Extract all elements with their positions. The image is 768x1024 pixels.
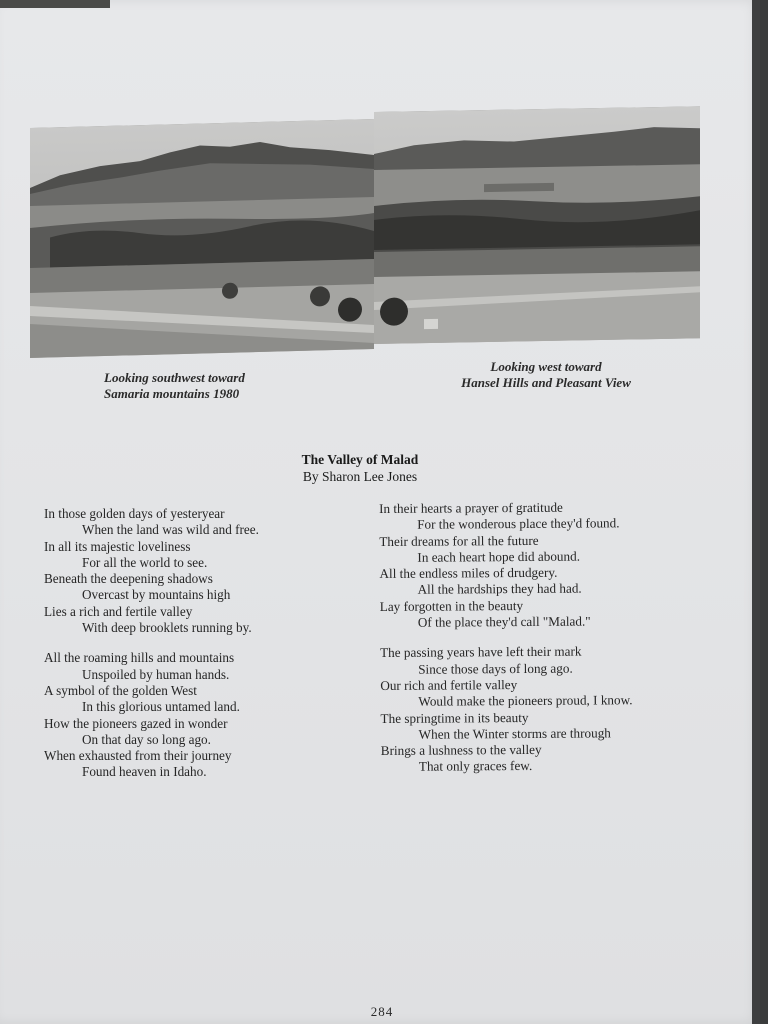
poem-stanza	[44, 650, 344, 780]
caption-left-line-2: Samaria mountains 1980	[104, 386, 240, 401]
poem-stanza	[380, 643, 711, 776]
poem-line: When the Winter storms are through	[418, 725, 611, 742]
poem-line: Unspoiled by human hands.	[82, 666, 230, 682]
poem-line: How the pioneers gazed in wonder	[44, 715, 228, 731]
poem-line: Their dreams for all the future	[379, 532, 539, 549]
poem-line: In their hearts a prayer of gratitude	[379, 499, 563, 516]
caption-left-line-1: Looking southwest toward	[104, 370, 245, 385]
poem-line: Brings a lushness to the valley	[380, 742, 542, 759]
poem-line: With deep brooklets running by.	[82, 620, 252, 636]
photo-valley-west	[374, 106, 700, 344]
poem-line: All the hardships they had had.	[417, 581, 582, 598]
photo-valley-southwest-image	[30, 119, 374, 358]
poem-line: Of the place they'd call "Malad."	[417, 613, 591, 630]
poem-line: Our rich and fertile valley	[380, 677, 518, 693]
poem-line: All the roaming hills and mountains	[44, 650, 235, 666]
poem-line: Overcast by mountains high	[82, 587, 231, 603]
poem-line: Beneath the deepening shadows	[44, 571, 213, 587]
poem-line: When exhausted from their journey	[44, 748, 232, 764]
poem-line: For all the world to see.	[82, 554, 208, 570]
photo-valley-southwest	[30, 119, 374, 358]
caption-right-line-2: Hansel Hills and Pleasant View	[461, 375, 631, 390]
caption-right-line-1: Looking west toward	[490, 359, 602, 374]
caption-right	[426, 359, 666, 391]
poem-line: Would make the pioneers proud, I know.	[418, 692, 633, 709]
poem-line: Found heaven in Idaho.	[82, 764, 207, 780]
poem-column-right	[379, 499, 711, 790]
poem-title: The Valley of Malad	[301, 452, 419, 467]
poem-line: In all its majestic loveliness	[44, 538, 191, 554]
poem-line: When the land was wild and free.	[82, 522, 259, 538]
poem-line: In this glorious untamed land.	[82, 699, 240, 715]
poem-column-left	[44, 506, 344, 795]
poem-line: On that day so long ago.	[82, 731, 211, 747]
poem-line: A symbol of the golden West	[44, 682, 197, 698]
poem-line: For the wonderous place they'd found.	[417, 515, 620, 533]
poem-line: All the endless miles of drudgery.	[379, 564, 558, 582]
poem-line: In each heart hope did abound.	[417, 548, 581, 565]
poem-stanza	[44, 506, 344, 636]
poem-author: By Sharon Lee Jones	[302, 469, 418, 484]
poem-stanza	[379, 499, 710, 632]
page-number: 284	[370, 1004, 394, 1019]
poem-line: Lies a rich and fertile valley	[44, 603, 193, 619]
poem-line: The passing years have left their mark	[380, 643, 582, 661]
poem-line: The springtime in its beauty	[380, 709, 529, 726]
poem-line: In those golden days of yesteryear	[44, 506, 225, 521]
poem-line: Lay forgotten in the beauty	[379, 597, 524, 614]
poem-line: Since those days of long ago.	[418, 660, 573, 677]
photo-valley-west-image	[374, 106, 700, 344]
caption-left	[104, 370, 304, 402]
book-edge-top	[0, 0, 110, 8]
book-edge-right	[752, 0, 760, 1024]
poem-line: That only graces few.	[418, 758, 533, 775]
